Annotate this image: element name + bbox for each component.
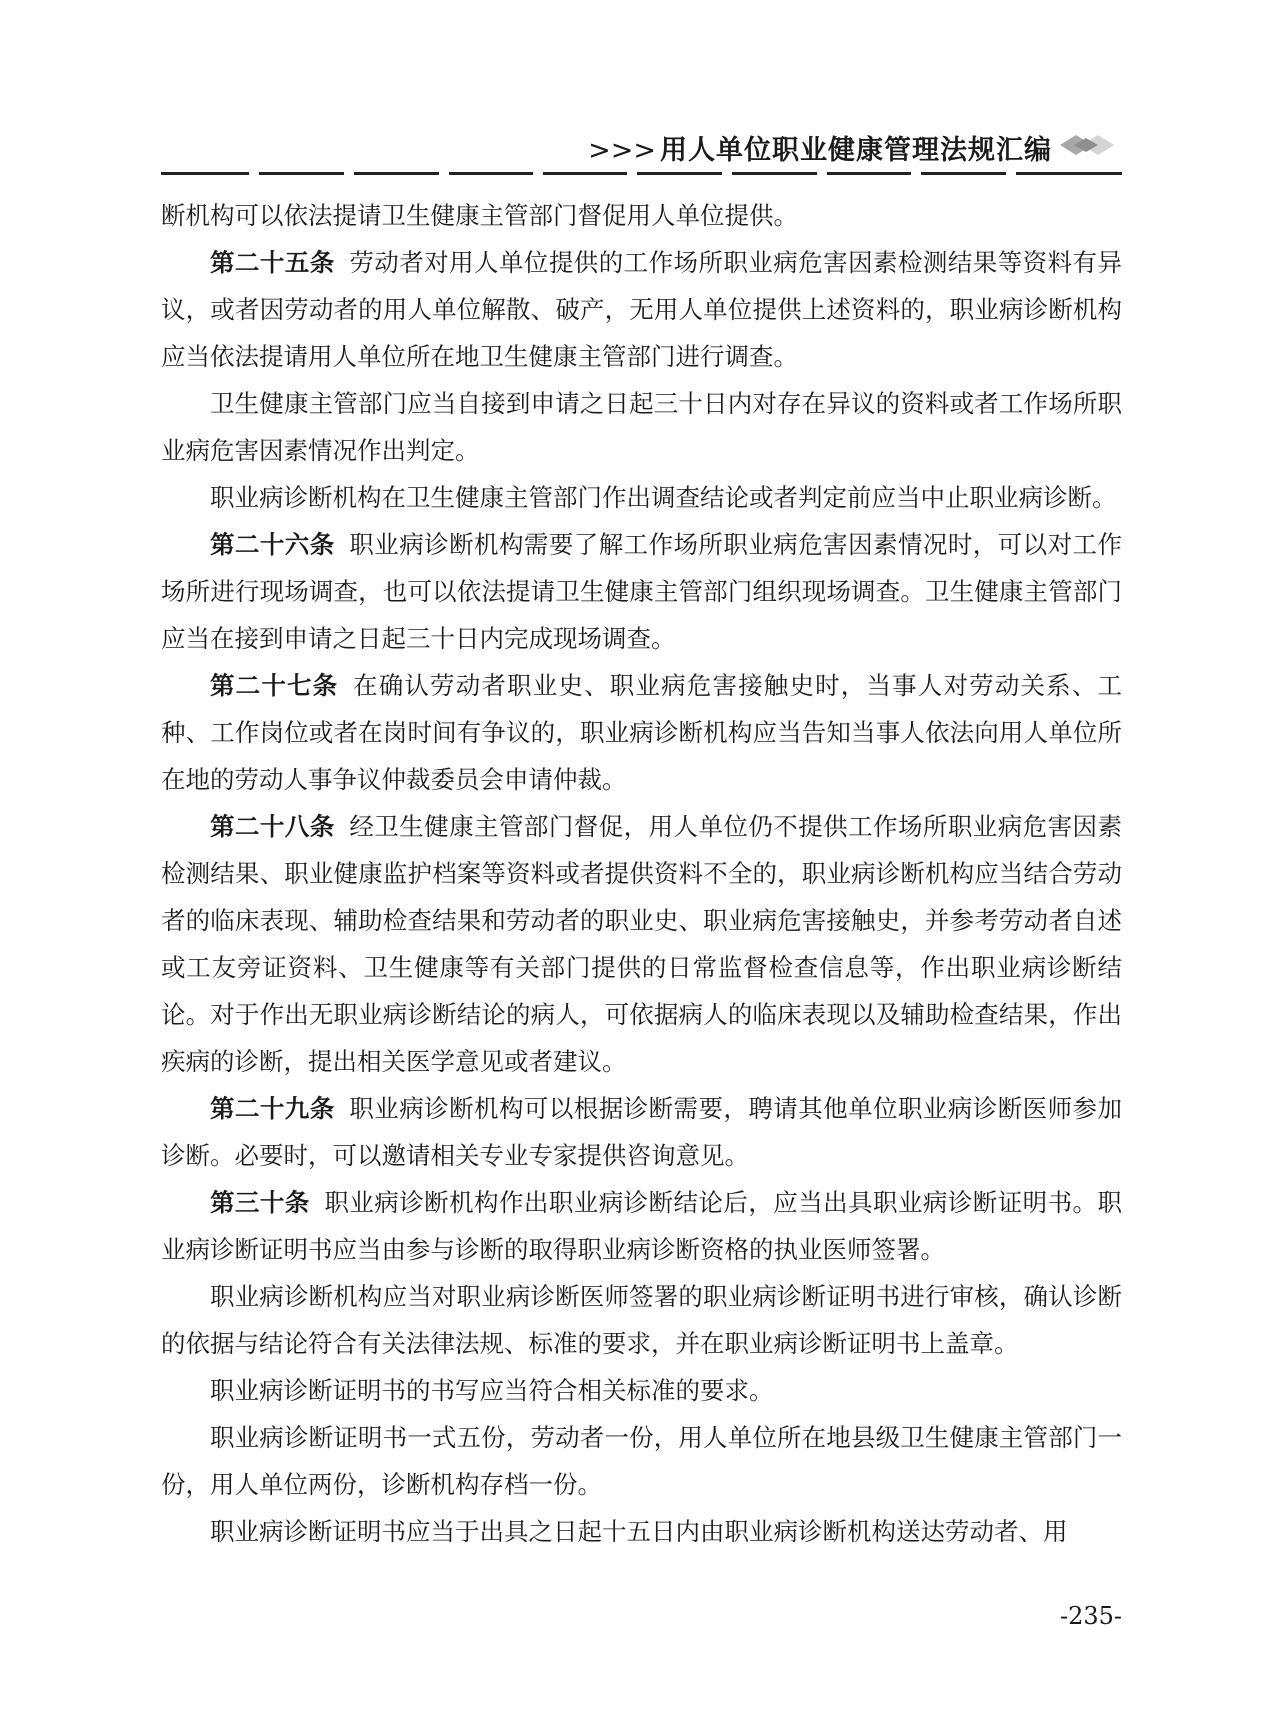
paragraph: 职业病诊断证明书一式五份，劳动者一份，用人单位所在地县级卫生健康主管部门一份，用人单位两份，诊断机构存档一份。 bbox=[161, 1423, 1122, 1499]
article-number: 第二十六条 bbox=[210, 530, 335, 559]
article-paragraph: 第三十条 职业病诊断机构作出职业病诊断结论后，应当出具职业病诊断证明书。职业病诊断证明书应当由参与诊断的取得职业病诊断资格的执业医师签署。 bbox=[161, 1188, 1122, 1264]
article-number: 第二十九条 bbox=[210, 1094, 335, 1123]
paragraph: 卫生健康主管部门应当自接到申请之日起三十日内对存在异议的资料或者工作场所职业病危害因素情况作出判定。 bbox=[161, 389, 1122, 465]
article-paragraph: 第二十九条 职业病诊断机构可以根据诊断需要，聘请其他单位职业病诊断医师参加诊断。必要时，可以邀请相关专业专家提供咨询意见。 bbox=[161, 1094, 1122, 1170]
chevrons-glyph: >>> bbox=[588, 135, 656, 166]
article-number: 第二十八条 bbox=[210, 812, 335, 841]
double-diamond-ornament-icon bbox=[1056, 132, 1122, 158]
running-head bbox=[161, 128, 1122, 174]
header-rule bbox=[161, 172, 1122, 175]
article-paragraph: 第二十六条 职业病诊断机构需要了解工作场所职业病危害因素情况时，可以对工作场所进行现场调查，也可以依法提请卫生健康主管部门组织现场调查。卫生健康主管部门应当在接到申请之日起三十日内完成现场调查。 bbox=[161, 530, 1122, 653]
running-head-title bbox=[588, 128, 1052, 167]
body-text bbox=[161, 192, 1122, 1555]
paragraph: 职业病诊断证明书的书写应当符合相关标准的要求。 bbox=[210, 1376, 774, 1405]
article-number: 第二十七条 bbox=[210, 671, 339, 700]
article-number: 第三十条 bbox=[210, 1188, 310, 1217]
paragraph: 职业病诊断证明书应当于出具之日起十五日内由职业病诊断机构送达劳动者、用 bbox=[210, 1517, 1068, 1546]
article-paragraph: 第二十八条 经卫生健康主管部门督促，用人单位仍不提供工作场所职业病危害因素检测结果、职业健康监护档案等资料或者提供资料不全的，职业病诊断机构应当结合劳动者的临床表现、辅助检查结果和劳动者的职业史、职业病危害接触史，并参考劳动者自述或工友旁证资料、卫生健康等有关部门提供的日常监督检查信息等，作出职业病诊断结论。对于作出无职业病诊断结论的病人，可依据病人的临床表现以及辅助检查结果，作出疾病的诊断，提出相关医学意见或者建议。 bbox=[161, 812, 1122, 1076]
paragraph: 断机构可以依法提请卫生健康主管部门督促用人单位提供。 bbox=[161, 201, 798, 230]
paragraph: 职业病诊断机构在卫生健康主管部门作出调查结论或者判定前应当中止职业病诊断。 bbox=[210, 483, 1117, 512]
page-number: -235- bbox=[1059, 1602, 1122, 1630]
article-paragraph: 第二十七条 在确认劳动者职业史、职业病危害接触史时，当事人对劳动关系、工种、工作岗位或者在岗时间有争议的，职业病诊断机构应当告知当事人依法向用人单位所在地的劳动人事争议仲裁委员会申请仲裁。 bbox=[161, 671, 1123, 794]
article-number: 第二十五条 bbox=[210, 248, 335, 277]
book-title: 用人单位职业健康管理法规汇编 bbox=[660, 135, 1052, 166]
article-paragraph: 第二十五条 劳动者对用人单位提供的工作场所职业病危害因素检测结果等资料有异议，或者因劳动者的用人单位解散、破产，无用人单位提供上述资料的，职业病诊断机构应当依法提请用人单位所在地卫生健康主管部门进行调查。 bbox=[161, 248, 1122, 371]
paragraph: 职业病诊断机构应当对职业病诊断医师签署的职业病诊断证明书进行审核，确认诊断的依据与结论符合有关法律法规、标准的要求，并在职业病诊断证明书上盖章。 bbox=[161, 1282, 1122, 1358]
